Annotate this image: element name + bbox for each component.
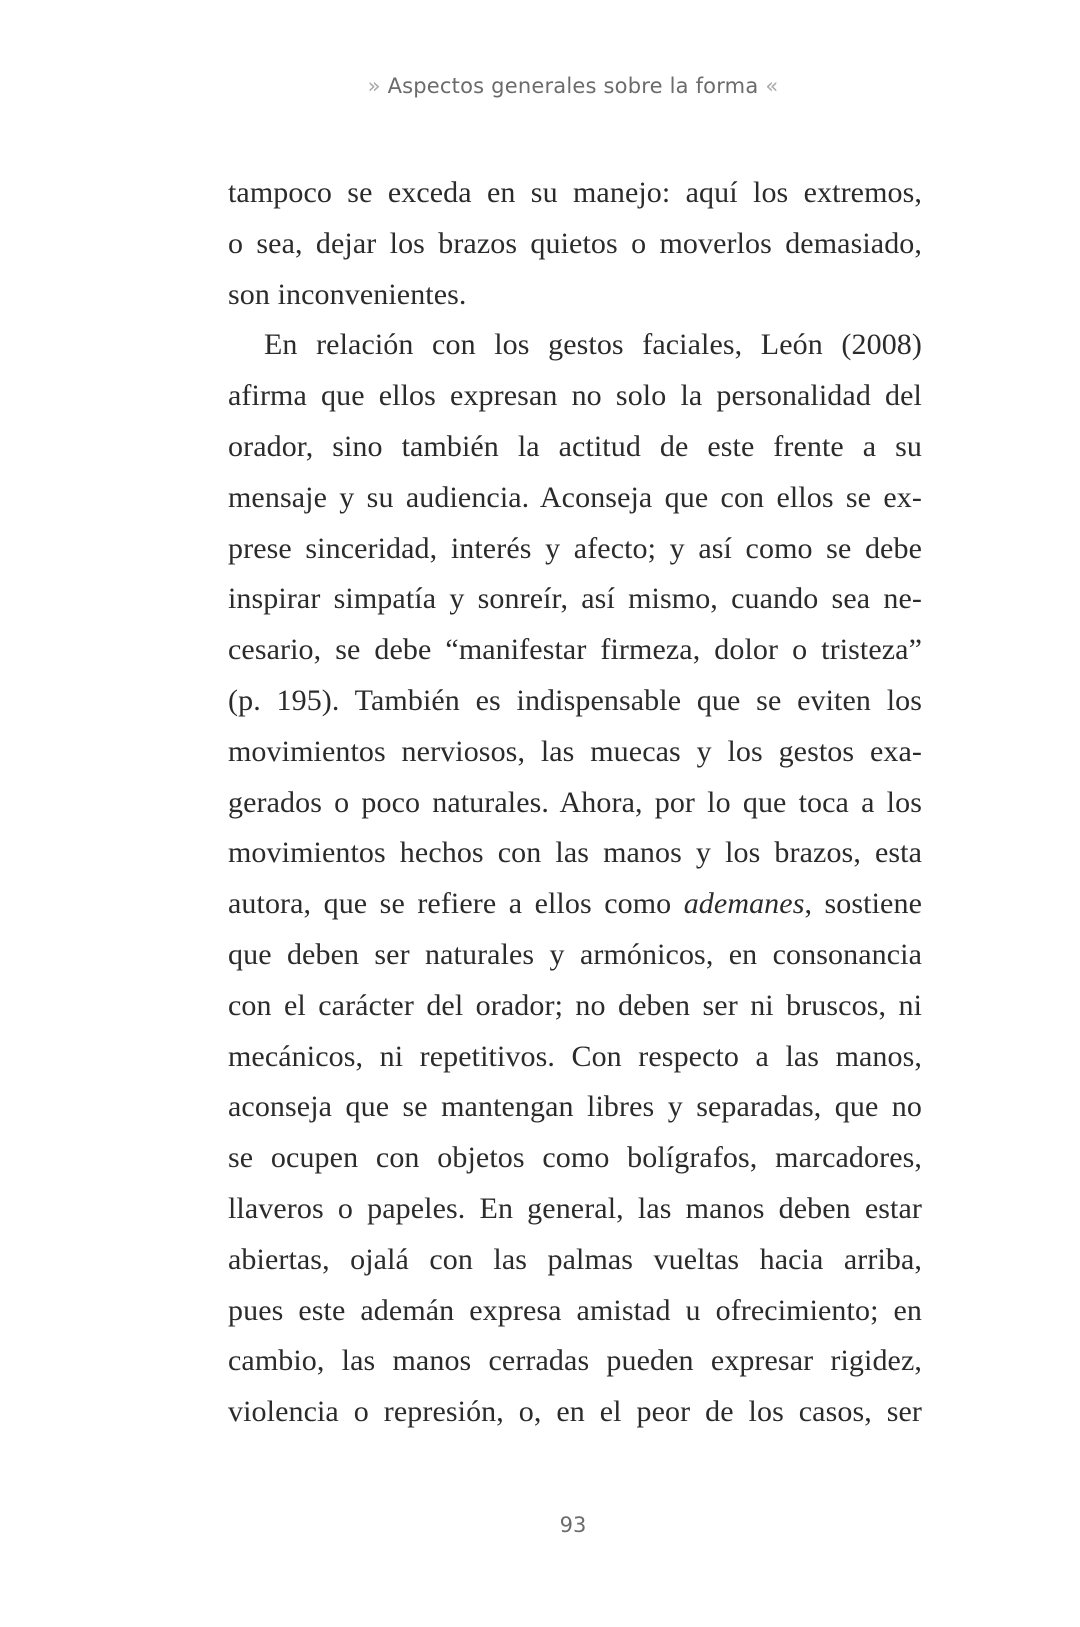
text-line: cesario, se debe “manifestar firmeza, dolor o tristeza” [228, 633, 922, 667]
text-line: afirma que ellos expresan no solo la personalidad del [228, 379, 922, 413]
text-line: (p. 195). También es indispensable que se eviten los [228, 683, 922, 717]
text-line: llaveros o papeles. En general, las manos deben estar [228, 1191, 922, 1225]
text-line-with-italic [228, 879, 922, 930]
text-line: con el carácter del orador; no deben ser ni bruscos, ni [228, 988, 922, 1022]
text-line: gerados o poco naturales. Ahora, por lo que toca a los [228, 785, 922, 819]
text-line: movimientos nerviosos, las muecas y los gestos exa- [228, 734, 922, 768]
text-line: orador, sino también la actitud de este frente a su [228, 429, 922, 463]
text-line: prese sinceridad, interés y afecto; y así como se debe [228, 531, 922, 565]
body-text [228, 168, 922, 1438]
text-line: movimientos hechos con las manos y los brazos, esta [228, 836, 922, 870]
italic-term: ademanes [683, 887, 805, 921]
close-guillemet: « [765, 74, 779, 98]
text-line: abiertas, ojalá con las palmas vueltas hacia arriba, [228, 1242, 922, 1276]
page-number: 93 [559, 1513, 587, 1537]
text-line: inspirar simpatía y sonreír, así mismo, cuando sea ne- [228, 582, 922, 616]
text-line: se ocupen con objetos como bolígrafos, marcadores, [228, 1141, 922, 1175]
paragraph [228, 320, 922, 1438]
text-line: mecánicos, ni repetitivos. Con respecto a las manos, [228, 1039, 922, 1073]
paragraph-continued [228, 168, 922, 320]
text-segment: , sostiene [804, 887, 922, 921]
running-head-title: Aspectos generales sobre la forma [387, 74, 759, 98]
text-line: cambio, las manos cerradas pueden expresar rigidez, [228, 1344, 922, 1378]
text-line: tampoco se exceda en su manejo: aquí los extremos, [228, 176, 922, 209]
text-line: son inconvenientes. [228, 277, 467, 311]
text-line: pues este ademán expresa amistad u ofrecimiento; en [228, 1293, 922, 1327]
text-line: aconseja que se mantengan libres y separadas, que no [228, 1090, 922, 1124]
text-line: o sea, dejar los brazos quietos o moverlos demasiado, [228, 226, 922, 260]
text-line: violencia o represión, o, en el peor de los casos, ser [228, 1395, 922, 1429]
running-head [0, 74, 1080, 98]
text-line: que deben ser naturales y armónicos, en consonancia [228, 937, 922, 971]
text-segment: autora, que se refiere a ellos como [228, 887, 684, 921]
text-line: mensaje y su audiencia. Aconseja que con ellos se ex- [228, 480, 922, 514]
text-line: En relación con los gestos faciales, León (2008) [264, 328, 922, 362]
open-guillemet: » [367, 74, 381, 98]
